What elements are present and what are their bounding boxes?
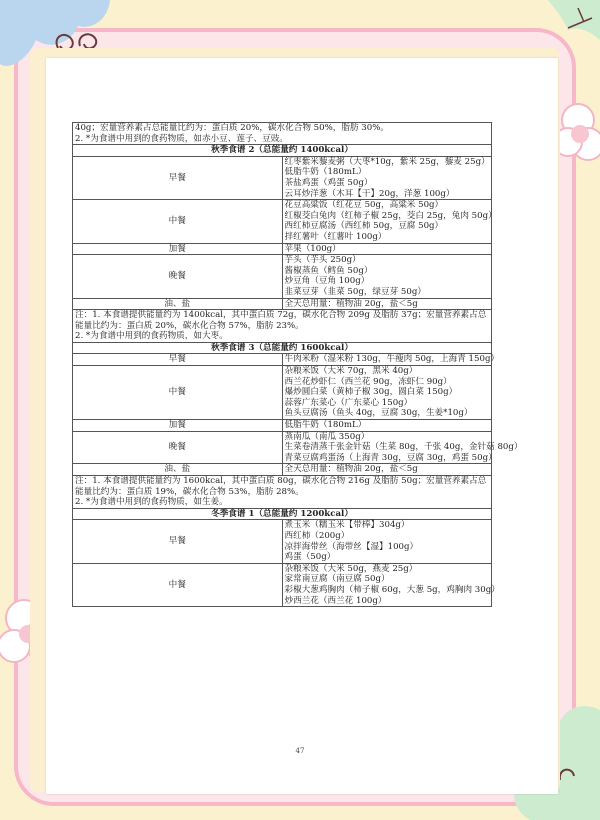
meal-items	[282, 520, 492, 563]
meal-row	[73, 255, 492, 298]
meal-item: 彩椒大葱鸡胸肉（柿子椒 60g，大葱 5g，鸡胸肉 30g）	[284, 584, 500, 595]
meal-label: 加餐	[73, 243, 283, 255]
note-line: 40g；宏量营养素占总能量比约为：蛋白质 20%，碳水化合物 50%，脂肪 30%。	[75, 123, 389, 133]
meal-item: 家常南豆腐（南豆腐 50g）	[284, 574, 390, 585]
meal-items	[282, 420, 492, 432]
meal-item: 红枣紫米藜麦粥（大枣*10g，紫米 25g，藜麦 25g）	[284, 156, 490, 167]
meal-item: 西红柿（200g）	[284, 530, 350, 541]
recipe-table	[72, 122, 523, 607]
meal-item: 低脂牛奶（180mL）	[284, 167, 367, 178]
meal-label: 中餐	[73, 366, 283, 420]
meal-item: 茶盐鸡蛋（鸡蛋 50g）	[284, 177, 373, 188]
meal-item: 云耳炒洋葱（木耳【干】20g，洋葱 100g）	[284, 188, 455, 199]
meal-items	[282, 464, 492, 476]
note-row	[73, 476, 492, 509]
meal-item: 酱椒蒸鱼（鳕鱼 50g）	[284, 265, 373, 276]
meal-item: 苹果（100g）	[284, 243, 341, 254]
meal-label: 早餐	[73, 520, 283, 563]
meal-item: 炒豆角（豆角 100g）	[284, 276, 370, 287]
meal-items	[282, 431, 523, 464]
meal-label: 加餐	[73, 420, 283, 432]
meal-item: 拌红薯叶（红薯叶 100g）	[284, 231, 387, 242]
meal-item: 西兰花炒虾仁（西兰花 90g，冻虾仁 90g）	[284, 376, 452, 387]
meal-item: 全天总用量：植物油 20g，盐＜5g	[284, 464, 418, 475]
meal-item: 杂粮米饭（大米 50g，燕麦 25g）	[284, 563, 418, 574]
meal-item: 花豆高粱饭（红花豆 50g，高粱米 50g）	[284, 200, 444, 211]
section-title-row	[73, 145, 492, 157]
note-line: 注：1. 本食谱提供能量约为 1600kcal，其中蛋白质 80g，碳水化合物 216g 及脂肪 50g；宏量营养素占总能量比约为：蛋白质 19%，碳水化合物 53%，脂肪 28%。	[75, 476, 487, 497]
meal-item: 红椒茭白兔肉（红柿子椒 25g，茭白 25g，兔肉 50g）	[284, 210, 497, 221]
meal-item: 低脂牛奶（180mL）	[284, 420, 367, 431]
meal-item: 全天总用量：植物油 20g，盐＜5g	[284, 298, 418, 309]
meal-items	[282, 156, 492, 199]
meal-label: 晚餐	[73, 255, 283, 298]
section-title: 秋季食谱 3（总能量约 1600kcal）	[73, 342, 492, 354]
meal-item: 蒜蓉广东菜心（广东菜心 150g）	[284, 397, 413, 408]
meal-label: 油、盐	[73, 464, 283, 476]
meal-item: 牛肉米粉（湿米粉 130g，牛瘦肉 50g，上海青 150g）	[284, 354, 500, 365]
meal-item: 韭菜豆芽（韭菜 50g，绿豆芽 50g）	[284, 286, 426, 297]
meal-label: 早餐	[73, 156, 283, 199]
section-title: 冬季食谱 1（总能量约 1200kcal）	[73, 508, 492, 520]
meal-item: 蒸南瓜（南瓜 350g）	[284, 431, 370, 442]
meal-item: 鱼头豆腐汤（鱼头 40g，豆腐 30g，生姜*10g）	[284, 408, 473, 419]
meal-items	[282, 298, 492, 310]
section-title-row	[73, 508, 492, 520]
meal-item: 芋头（芋头 250g）	[284, 255, 361, 266]
meal-label: 晚餐	[73, 431, 283, 464]
meal-item: 炒西兰花（西兰花 100g）	[284, 595, 387, 606]
meal-item: 煮玉米（糯玉米【带棒】304g）	[284, 520, 410, 531]
meal-row	[73, 200, 492, 243]
meal-label: 早餐	[73, 354, 283, 366]
note-row	[73, 123, 492, 145]
meal-row	[73, 354, 492, 366]
meal-row	[73, 420, 492, 432]
meal-row	[73, 156, 492, 199]
section-title-row	[73, 342, 492, 354]
meal-item: 杂粮米饭（大米 70g，黑米 40g）	[284, 366, 418, 377]
meal-label: 油、盐	[73, 298, 283, 310]
section-title: 秋季食谱 2（总能量约 1400kcal）	[73, 145, 492, 157]
meal-item: 爆炒圆白菜（黄柿子椒 30g，圆白菜 150g）	[284, 387, 458, 398]
meal-item: 鸡蛋（50g）	[284, 552, 336, 563]
meal-label: 中餐	[73, 563, 283, 606]
meal-row	[73, 366, 492, 420]
meal-item: 西红柿豆腐汤（西红柿 50g，豆腐 50g）	[284, 221, 444, 232]
note-line: 2. *为食谱中用到的食药物质，如大枣。	[75, 331, 228, 342]
note-row	[73, 310, 492, 343]
meal-items	[282, 366, 492, 420]
note-cell	[73, 476, 492, 509]
meal-items	[282, 255, 492, 298]
meal-row	[73, 298, 492, 310]
meal-items	[282, 200, 497, 243]
meal-row	[73, 520, 492, 563]
note-cell	[73, 123, 492, 145]
note-line: 2. *为食谱中用到的食药物质，如生姜。	[75, 497, 228, 508]
note-line: 2. *为食谱中用到的食药物质，如赤小豆、莲子、豆豉。	[75, 133, 288, 144]
meal-items	[282, 354, 500, 366]
meal-items	[282, 563, 500, 606]
meal-label: 中餐	[73, 200, 283, 243]
meal-row	[73, 431, 492, 464]
note-cell	[73, 310, 492, 343]
meal-item: 青菜豆腐鸡蛋汤（上海青 30g，豆腐 30g，鸡蛋 50g）	[284, 452, 497, 463]
meal-item: 凉拌海带丝（海带丝【湿】100g）	[284, 541, 419, 552]
note-line: 注：1. 本食谱提供能量约为 1400kcal，其中蛋白质 72g，碳水化合物 209g 及脂肪 37g；宏量营养素占总能量比约为：蛋白质 20%，碳水化合物 57%，脂肪 23%。	[75, 310, 487, 331]
meal-item: 生菜卷清蒸千张金针菇（生菜 80g，千张 40g，金针菇 80g）	[284, 442, 523, 453]
meal-row	[73, 243, 492, 255]
meal-row	[73, 563, 492, 606]
meal-items	[282, 243, 492, 255]
meal-row	[73, 464, 492, 476]
page-number: 47	[295, 747, 305, 755]
